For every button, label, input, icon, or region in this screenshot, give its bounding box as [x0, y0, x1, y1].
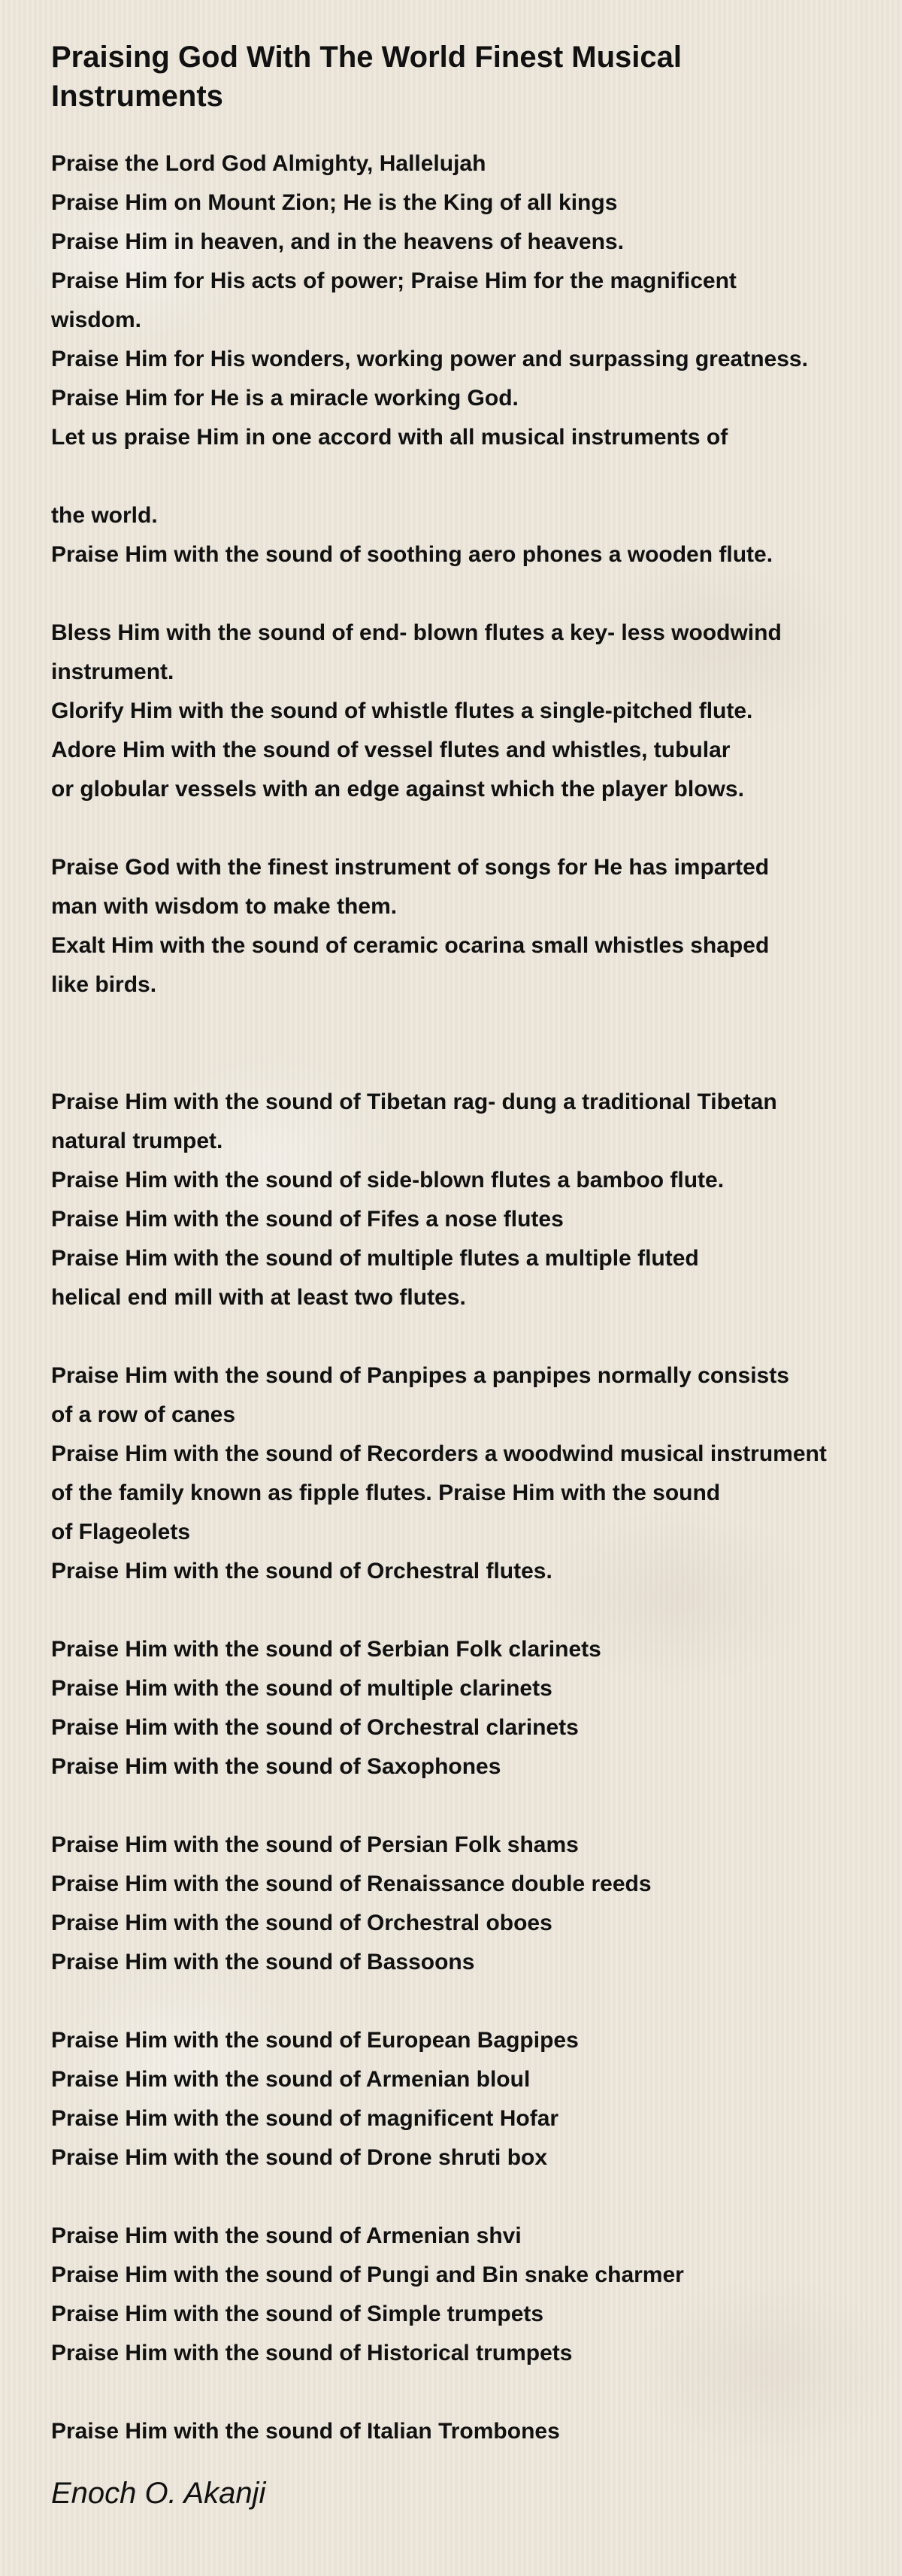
- poem-author: Enoch O. Akanji: [51, 2477, 266, 2510]
- poem-body: [51, 144, 851, 2451]
- poem-line: natural trumpet.: [51, 1129, 223, 1153]
- poem-blank-line: [51, 2373, 851, 2412]
- poem-line: Praise Him with the sound of soothing aero phones a wooden flute.: [51, 542, 773, 567]
- poem-blank-line: [51, 457, 851, 496]
- poem-blank-line: [51, 574, 851, 614]
- poem-line: Praise Him with the sound of Orchestral flutes.: [51, 1559, 552, 1583]
- poem-title: Praising God With The World Finest Musical Instruments: [51, 41, 682, 113]
- poem-line: Praise Him with the sound of Historical trumpets: [51, 2341, 573, 2365]
- poem-line: Bless Him with the sound of end- blown flutes a key- less woodwind: [51, 620, 782, 645]
- poem-blank-line: [51, 2177, 851, 2217]
- poem-line: instrument.: [51, 659, 174, 684]
- poem-line: Praise Him with the sound of Serbian Folk clarinets: [51, 1637, 601, 1662]
- poem-line: or globular vessels with an edge against which the player blows.: [51, 777, 744, 802]
- poem-line: helical end mill with at least two flutes.: [51, 1285, 466, 1310]
- poem-blank-line: [51, 1317, 851, 1356]
- poem-line: wisdom.: [51, 308, 142, 332]
- poem-line: Praise Him with the sound of Renaissance double reeds: [51, 1871, 652, 1896]
- poem-line: Praise Him with the sound of Panpipes a panpipes normally consists: [51, 1363, 789, 1388]
- poem-line: Praise Him with the sound of Armenian bloul: [51, 2067, 531, 2092]
- poem-blank-line: [51, 1005, 851, 1044]
- poem-line: Praise Him with the sound of Orchestral clarinets: [51, 1715, 579, 1740]
- poem-line: Exalt Him with the sound of ceramic ocarina small whistles shaped: [51, 933, 770, 958]
- poem-line: of the family known as fipple flutes. Praise Him with the sound: [51, 1480, 721, 1505]
- poem-line: Praise Him with the sound of Drone shruti box: [51, 2145, 548, 2170]
- poem-line: Glorify Him with the sound of whistle flutes a single-pitched flute.: [51, 699, 753, 723]
- poem-line: Praise Him with the sound of Tibetan rag- dung a traditional Tibetan: [51, 1089, 777, 1114]
- poem-line: Praise Him with the sound of Pungi and Bin snake charmer: [51, 2262, 684, 2287]
- poem-line: Adore Him with the sound of vessel flutes and whistles, tubular: [51, 738, 731, 762]
- poem-line: Praise Him in heaven, and in the heavens of heavens.: [51, 229, 624, 254]
- poem-line: Praise Him with the sound of Orchestral oboes: [51, 1911, 552, 1935]
- poem-blank-line: [51, 1982, 851, 2021]
- poem-line: Praise Him with the sound of Armenian shvi: [51, 2223, 522, 2248]
- poem-line: Praise God with the finest instrument of songs for He has imparted: [51, 855, 770, 880]
- poem-line: like birds.: [51, 972, 157, 997]
- poem-line: Praise Him with the sound of side-blown flutes a bamboo flute.: [51, 1168, 725, 1193]
- poem-line: Praise Him with the sound of multiple flutes a multiple fluted: [51, 1246, 699, 1271]
- poem-line: Praise Him for His wonders, working power and surpassing greatness.: [51, 347, 808, 371]
- poem-line: Praise Him with the sound of Fifes a nose flutes: [51, 1207, 564, 1232]
- poem-line: Praise Him with the sound of Saxophones: [51, 1754, 501, 1779]
- poem-line: Praise Him with the sound of European Bagpipes: [51, 2028, 579, 2053]
- poem-blank-line: [51, 1044, 851, 1083]
- poem-blank-line: [51, 1787, 851, 1826]
- poem-blank-line: [51, 1591, 851, 1630]
- poem-line: Praise Him on Mount Zion; He is the King of all kings: [51, 190, 618, 215]
- poem-line: the world.: [51, 503, 158, 528]
- poem-line: Praise Him for He is a miracle working God.: [51, 386, 519, 411]
- poem-line: man with wisdom to make them.: [51, 894, 398, 919]
- poem-line: Praise Him with the sound of Recorders a woodwind musical instrument: [51, 1441, 827, 1466]
- poem-line: Praise Him with the sound of magnificent Hofar: [51, 2106, 559, 2131]
- poem-line: Praise Him with the sound of Persian Folk shams: [51, 1832, 579, 1857]
- poem-line: Praise Him with the sound of Italian Trombones: [51, 2419, 560, 2444]
- poem-line: Praise Him with the sound of Simple trumpets: [51, 2302, 544, 2326]
- poem-line: Praise Him with the sound of multiple clarinets: [51, 1676, 552, 1701]
- poem-line: of Flageolets: [51, 1520, 191, 1544]
- poem-line: Praise Him with the sound of Bassoons: [51, 1950, 475, 1974]
- poem-line: Let us praise Him in one accord with all musical instruments of: [51, 425, 728, 450]
- poem-line: of a row of canes: [51, 1402, 236, 1427]
- poem-blank-line: [51, 809, 851, 848]
- poem-line: Praise Him for His acts of power; Praise Him for the magnificent: [51, 268, 737, 293]
- poem-line: Praise the Lord God Almighty, Hallelujah: [51, 151, 486, 176]
